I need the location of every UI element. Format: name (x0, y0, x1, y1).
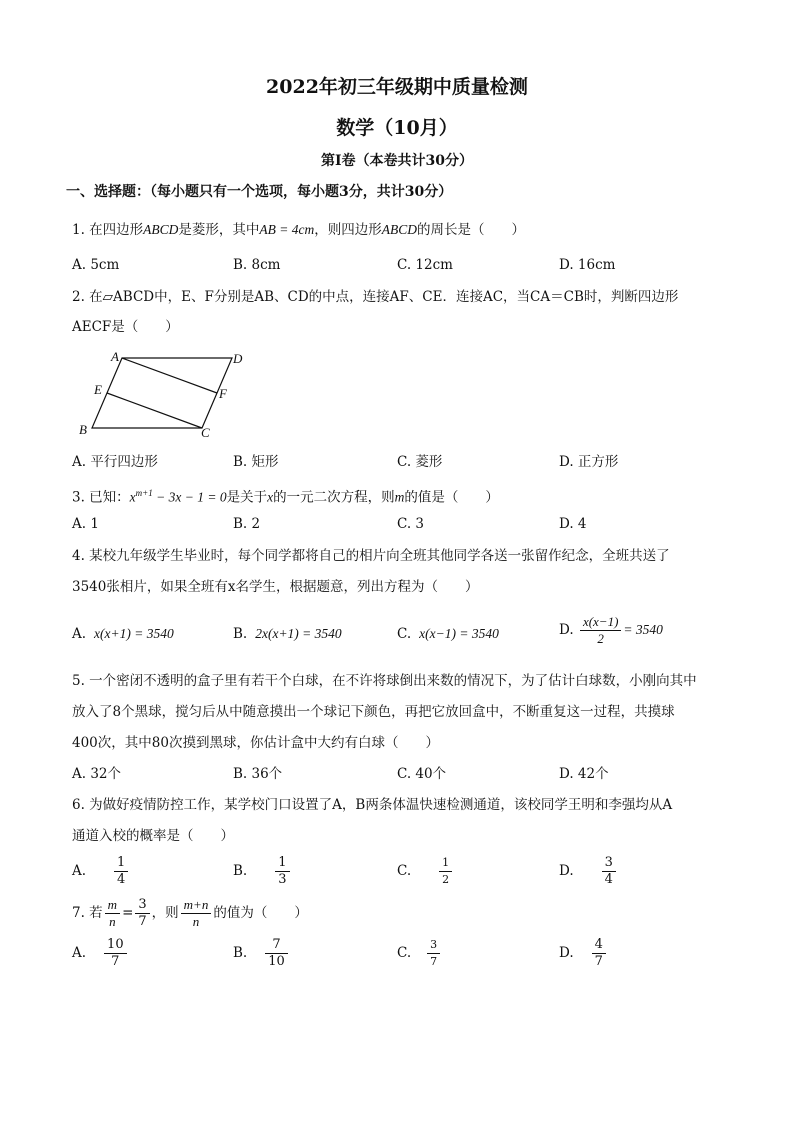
q1-option-a: A. 5cm (72, 257, 120, 273)
q2-option-c: C. 菱形 (397, 454, 443, 470)
part-title: 第Ⅰ卷（本卷共计30分） (320, 153, 474, 169)
question-4-line-2: 3540张相片，如果全班有x名学生，根据题意，列出方程为（ ） (72, 579, 479, 595)
q7-fraction-3-7: $\frac{3}{7}$ (135, 897, 149, 930)
q1-option-c: C. 12cm (397, 257, 453, 273)
q4-option-c-expr: x(x−1) = 3540 (419, 626, 499, 641)
label-a: A (111, 349, 119, 364)
label-c: C (201, 425, 210, 440)
segment-ec (107, 393, 202, 428)
q3-option-d: D. 4 (559, 516, 587, 532)
question-7: 7. 若 $\frac{m}{n}$ = $\frac{3}{7}$ ，则 $\frac{m+n}{n}$ 的值为（ ） (72, 897, 308, 929)
q7-option-a-fraction: $\frac{10}{7}$ (104, 937, 127, 970)
q7-option-b: B. $\frac{7}{10}$ (233, 937, 290, 970)
q4-option-d-fraction: $\frac{x(x-1)}{2}$ (580, 614, 621, 647)
q6-option-c-fraction: $\frac{1}{2}$ (439, 855, 452, 888)
segment-af (122, 358, 217, 393)
q4-option-a-expr: x(x+1) = 3540 (94, 626, 174, 641)
question-1: 1. 在四边形ABCD是菱形，其中AB = 4cm，则四边形ABCD的周长是（ ） (72, 222, 526, 238)
q5-option-c: C. 40个 (397, 766, 447, 782)
question-4-line-1: 4. 某校九年级学生毕业时，每个同学都将自己的相片向全班其他同学各送一张留作纪念，全班共送了 (72, 548, 670, 564)
q3-option-c: C. 3 (397, 516, 425, 532)
label-f: F (219, 386, 227, 401)
q1-option-b: B. 8cm (233, 257, 281, 273)
question-3: 3. 已知：$x^{m+1} - 3x - 1 = 0$是关于x的一元二次方程，则m的值是（ ） (72, 488, 499, 506)
q5-option-b: B. 36个 (233, 766, 283, 782)
q4-option-d: D. $\frac{x(x-1)}{2}$ = 3540 (559, 614, 663, 646)
q7-fraction-mn-n: $\frac{m+n}{n}$ (181, 897, 212, 930)
parallelogram-outline (92, 358, 232, 428)
q7-option-a: A. $\frac{10}{7}$ (72, 937, 129, 970)
q5-option-a: A. 32个 (72, 766, 122, 782)
question-6-line-1: 6. 为做好疫情防控工作，某学校门口设置了A，B两条体温快速检测通道，该校同学王明和李强均从A (72, 797, 673, 813)
q6-option-d-fraction: $\frac{3}{4}$ (602, 855, 616, 888)
subject-title: 数学（10月） (336, 117, 458, 139)
q4-option-b-expr: 2x(x+1) = 3540 (255, 626, 342, 641)
q7-option-c-fraction: $\frac{3}{7}$ (427, 937, 440, 970)
question-5-line-2: 放入了8个黑球，搅匀后从中随意摸出一个球记下颜色，再把它放回盒中，不断重复这一过程，共摸球 (72, 704, 675, 720)
q7-option-d: D. $\frac{4}{7}$ (559, 937, 608, 970)
label-b: B (79, 422, 87, 437)
q4-option-a: A. x(x+1) = 3540 (72, 626, 174, 642)
label-e: E (94, 382, 102, 397)
q6-option-d: D. $\frac{3}{4}$ (559, 855, 618, 888)
parallelogram-figure (74, 348, 254, 440)
question-5-line-3: 400次，其中80次摸到黑球，你估计盒中大约有白球（ ） (72, 735, 439, 751)
q4-option-c: C. x(x−1) = 3540 (397, 626, 499, 642)
question-5-line-1: 5. 一个密闭不透明的盒子里有若干个白球，在不许将球倒出来数的情况下，为了估计白球数，小刚向其中 (72, 673, 697, 689)
q6-option-c: C. $\frac{1}{2}$ (397, 855, 454, 888)
q2-option-b: B. 矩形 (233, 454, 279, 470)
q6-option-b: B. $\frac{1}{3}$ (233, 855, 292, 888)
question-2-line-1: 2. 在▱ABCD中，E、F分别是AB、CD的中点，连接AF、CE．连接AC，当CA＝CB时，判断四边形 (72, 289, 679, 305)
question-2-line-2: AECF是（ ） (72, 319, 179, 335)
q6-option-a: A. $\frac{1}{4}$ (72, 855, 130, 888)
q2-option-d: D. 正方形 (559, 454, 619, 470)
exam-title: 2022年初三年级期中质量检测 (266, 76, 528, 98)
q7-option-d-fraction: $\frac{4}{7}$ (592, 937, 606, 970)
q7-option-c: C. $\frac{3}{7}$ (397, 937, 442, 970)
q6-option-a-fraction: $\frac{1}{4}$ (114, 855, 128, 888)
q5-option-d: D. 42个 (559, 766, 609, 782)
q7-option-b-fraction: $\frac{7}{10}$ (265, 937, 288, 970)
section-heading: 一、选择题：（每小题只有一个选项，每小题3分，共计30分） (66, 184, 453, 200)
q2-option-a: A. 平行四边形 (72, 454, 158, 470)
q3-option-b: B. 2 (233, 516, 261, 532)
q1-option-d: D. 16cm (559, 257, 616, 273)
q3-option-a: A. 1 (72, 516, 99, 532)
q4-option-b: B. 2x(x+1) = 3540 (233, 626, 342, 642)
q6-option-b-fraction: $\frac{1}{3}$ (275, 855, 289, 888)
q7-fraction-m-n: $\frac{m}{n}$ (105, 897, 120, 930)
label-d: D (233, 351, 243, 366)
question-6-line-2: 通道入校的概率是（ ） (72, 828, 234, 844)
